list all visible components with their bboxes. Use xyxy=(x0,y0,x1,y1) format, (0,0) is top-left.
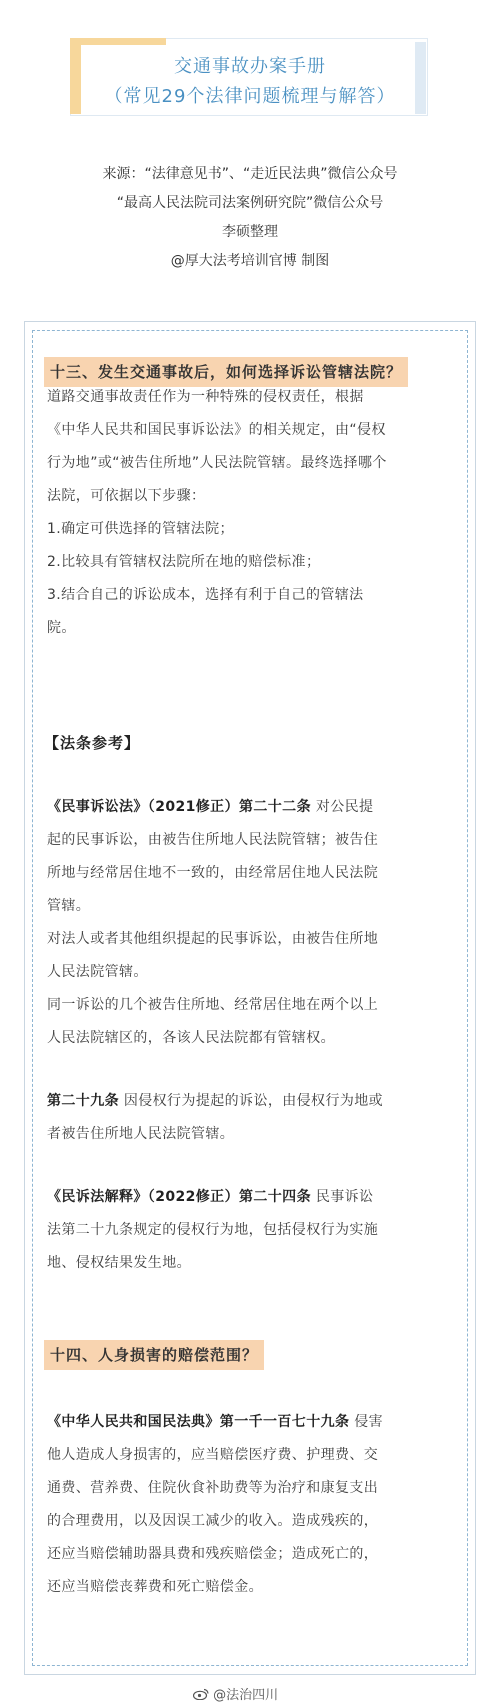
article-29 xyxy=(47,1085,452,1151)
intro-line: 法院，可依据以下步骤： xyxy=(47,488,206,504)
article-line: 还应当赔偿辅助器具费和残疾赔偿金；造成死亡的， xyxy=(47,1546,379,1562)
page-subtitle: （常见29个法律问题梳理与解答） xyxy=(104,86,396,107)
article-line: 同一诉讼的几个被告住所地、经常居住地在两个以上 xyxy=(47,997,379,1013)
intro-line: 行为地”或“被告住所地”人民法院管辖。最终选择哪个 xyxy=(47,455,387,471)
source-credits xyxy=(60,160,440,276)
article-29-title: 第二十九条 xyxy=(47,1093,119,1109)
article-line: 通费、营养费、住院伙食补助费等为治疗和康复支出 xyxy=(47,1480,379,1496)
step-line: 3.结合自己的诉讼成本，选择有利于自己的管辖法 xyxy=(47,587,364,603)
step-line: 院。 xyxy=(47,620,76,636)
article-1179 xyxy=(47,1406,452,1604)
article-line: 的合理费用，以及因误工减少的收入。造成残疾的， xyxy=(47,1513,379,1529)
article-line: 者被告住所地人民法院管辖。 xyxy=(47,1126,235,1142)
source-line-2: “最高人民法院司法案例研究院”微信公众号 xyxy=(116,195,384,211)
article-22-title: 《民事诉讼法》（2021修正）第二十二条 xyxy=(47,799,311,815)
article-22 xyxy=(47,791,452,1055)
article-line: 管辖。 xyxy=(47,898,91,914)
title-accent-left xyxy=(70,38,81,114)
watermark xyxy=(193,1684,278,1703)
article-line: 所地与经常居住地不一致的，由经常居住地人民法院 xyxy=(47,865,379,881)
section-13-intro xyxy=(47,381,452,645)
watermark-text: @法治四川 xyxy=(213,1688,279,1703)
section-13-heading: 十三、发生交通事故后，如何选择诉讼管辖法院？ xyxy=(44,357,408,387)
article-line: 法第二十九条规定的侵权行为地，包括侵权行为实施 xyxy=(47,1222,379,1238)
intro-line: 《中华人民共和国民事诉讼法》的相关规定，由“侵权 xyxy=(47,422,386,438)
section-14-heading: 十四、人身损害的赔偿范围？ xyxy=(44,1340,264,1370)
source-line-3: 李硕整理 xyxy=(222,224,278,240)
title-accent-top xyxy=(70,38,166,45)
article-line: 地、侵权结果发生地。 xyxy=(47,1255,191,1271)
article-1179-title: 《中华人民共和国民法典》第一千一百七十九条 xyxy=(47,1414,350,1430)
article-29-text: 因侵权行为提起的诉讼，由侵权行为地或 xyxy=(119,1093,384,1109)
title-accent-right xyxy=(415,42,426,114)
article-line: 他人造成人身损害的，应当赔偿医疗费、护理费、交 xyxy=(47,1447,379,1463)
page-title: 交通事故办案手册 xyxy=(174,56,326,77)
step-line: 1.确定可供选择的管辖法院； xyxy=(47,521,234,537)
article-1179-text: 侵害 xyxy=(349,1414,384,1430)
interpretation-24-title: 《民诉法解释》（2022修正）第二十四条 xyxy=(47,1189,311,1205)
step-line: 2.比较具有管辖权法院所在地的赔偿标准； xyxy=(47,554,321,570)
interpretation-24-text: 民事诉讼 xyxy=(310,1189,374,1205)
article-22-text: 对公民提 xyxy=(310,799,374,815)
interpretation-24 xyxy=(47,1181,452,1280)
source-line-4: @厚大法考培训官博 制图 xyxy=(170,253,330,269)
source-line-1: 来源：“法律意见书”、“走近民法典”微信公众号 xyxy=(102,166,398,182)
article-line: 对法人或者其他组织提起的民事诉讼，由被告住所地 xyxy=(47,931,379,947)
article-line: 还应当赔偿丧葬费和死亡赔偿金。 xyxy=(47,1579,263,1595)
article-line: 人民法院辖区的，各该人民法院都有管辖权。 xyxy=(47,1030,335,1046)
intro-line: 道路交通事故责任作为一种特殊的侵权责任，根据 xyxy=(47,389,364,405)
article-line: 人民法院管辖。 xyxy=(47,964,148,980)
article-line: 起的民事诉讼，由被告住所地人民法院管辖；被告住 xyxy=(47,832,379,848)
reference-label: 【法条参考】 xyxy=(44,734,141,752)
weibo-icon xyxy=(193,1688,209,1700)
